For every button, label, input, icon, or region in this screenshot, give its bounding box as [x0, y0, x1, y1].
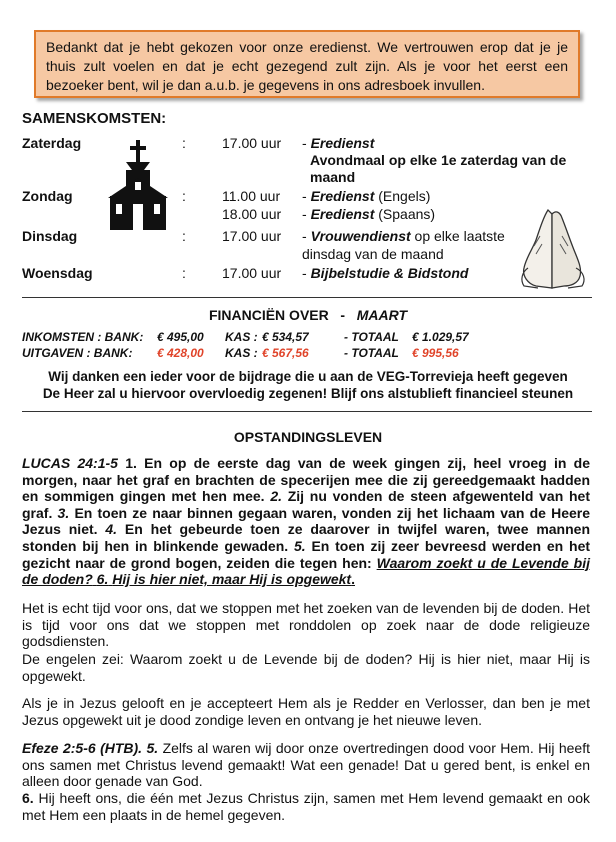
time: 17.00 uur [222, 135, 282, 151]
meetings-title: SAMENSKOMSTEN: [22, 110, 167, 127]
church-icon [106, 140, 170, 232]
description: - Vrouwendienst op elke laatste dinsdag van de maand [302, 228, 505, 262]
saturday-note: Avondmaal op elke 1e zaterdag van de maand [310, 152, 567, 185]
scripture-efeze-6: 6. Hij heeft ons, die één met Jezus Christus zijn, samen met Hem levend gemaakt en ook met Hem een plaats in de hemel gegeven. [22, 790, 590, 823]
day-label: Woensdag [22, 265, 93, 281]
day-label: Zondag [22, 188, 73, 204]
day-label: Dinsdag [22, 228, 78, 244]
day-label: Zaterdag [22, 135, 82, 151]
colon: : [182, 228, 186, 244]
paragraph-2: De engelen zei: Waarom zoekt u de Levende bij de doden? Hij is hier niet, maar Hij is opgewekt. [22, 651, 590, 684]
thanks-line-2: De Heer zal u hiervoor overvloedig zegenen! Blijf ons alstublieft financieel steunen [42, 386, 574, 401]
colon: : [182, 265, 186, 281]
description: - Bijbelstudie & Bidstond [302, 265, 469, 281]
description: - Eredienst (Spaans) [302, 206, 436, 222]
paragraph-3: Als je in Jezus gelooft en je accepteert Hem als je Redder en Verlosser, dan ben je met Jezus opgewekt uit je dood zondige leven en ontvang je het nieuwe leven. [22, 695, 590, 728]
divider [22, 297, 592, 298]
description: - Eredienst [302, 135, 375, 151]
scripture-efeze: Efeze 2:5-6 (HTB). 5. Zelfs al waren wij door onze overtredingen dood voor Hem. Hij heeft ons samen met Christus levend gemaakt! Wat een genade! Dat u gered bent, is enkel en alleen door genade van God. [22, 740, 590, 790]
colon: : [182, 135, 186, 151]
time: 17.00 uur [222, 265, 282, 281]
divider [22, 411, 592, 412]
time: 17.00 uur [222, 228, 282, 244]
colon: : [182, 188, 186, 204]
time: 11.00 uur [222, 188, 281, 204]
time: 18.00 uur [222, 206, 282, 222]
scripture-lucas: LUCAS 24:1-5 1. En op de eerste dag van de week gingen zij, heel vroeg in de morgen, naar het graf en brachten de specerijen mee die zij gereedgemaakt hadden en sommigen gingen met hen mee. 2. Zij nu vonden de steen afgewenteld van het graf. 3. En toen ze naar binnen gegaan waren, vonden zij het lichaam van de Heere Jezus niet. 4. En het gebeurde toen ze daarover in twijfel waren, twee mannen stonden bij hen in blinkende gewaden. 5. En toen zij zeer bevreesd werden en het gezicht naar de grond bogen, zeiden die tegen hen: Waarom zoekt u de Levende bij de doden? 6. Hij is hier niet, maar Hij is opgewekt. [22, 455, 591, 588]
description: - Eredienst (Engels) [302, 188, 431, 204]
sermon-title: OPSTANDINGSLEVEN [233, 429, 383, 445]
thanks-line-1: Wij danken een ieder voor de bijdrage die u aan de VEG-Torrevieja heeft gegeven [48, 369, 568, 384]
finance-title: FINANCIËN OVER - MAART [208, 307, 408, 323]
welcome-box [34, 30, 580, 98]
welcome-text: Bedankt dat je hebt gekozen voor onze eredienst. We vertrouwen erop dat je je thuis zult voelen en dat je echt gezegend zult zijn. Als je voor het eerst een bezoeker bent, wil je dan a.u.b. je gegevens in ons adresboek invullen. [46, 39, 568, 93]
paragraph-1: Het is echt tijd voor ons, dat we stoppen met het zoeken van de levenden bij de doden. Het is tijd voor ons dat we stoppen met ronddolen op zoek naar de dode religieuze godsdiensten. [22, 600, 590, 650]
